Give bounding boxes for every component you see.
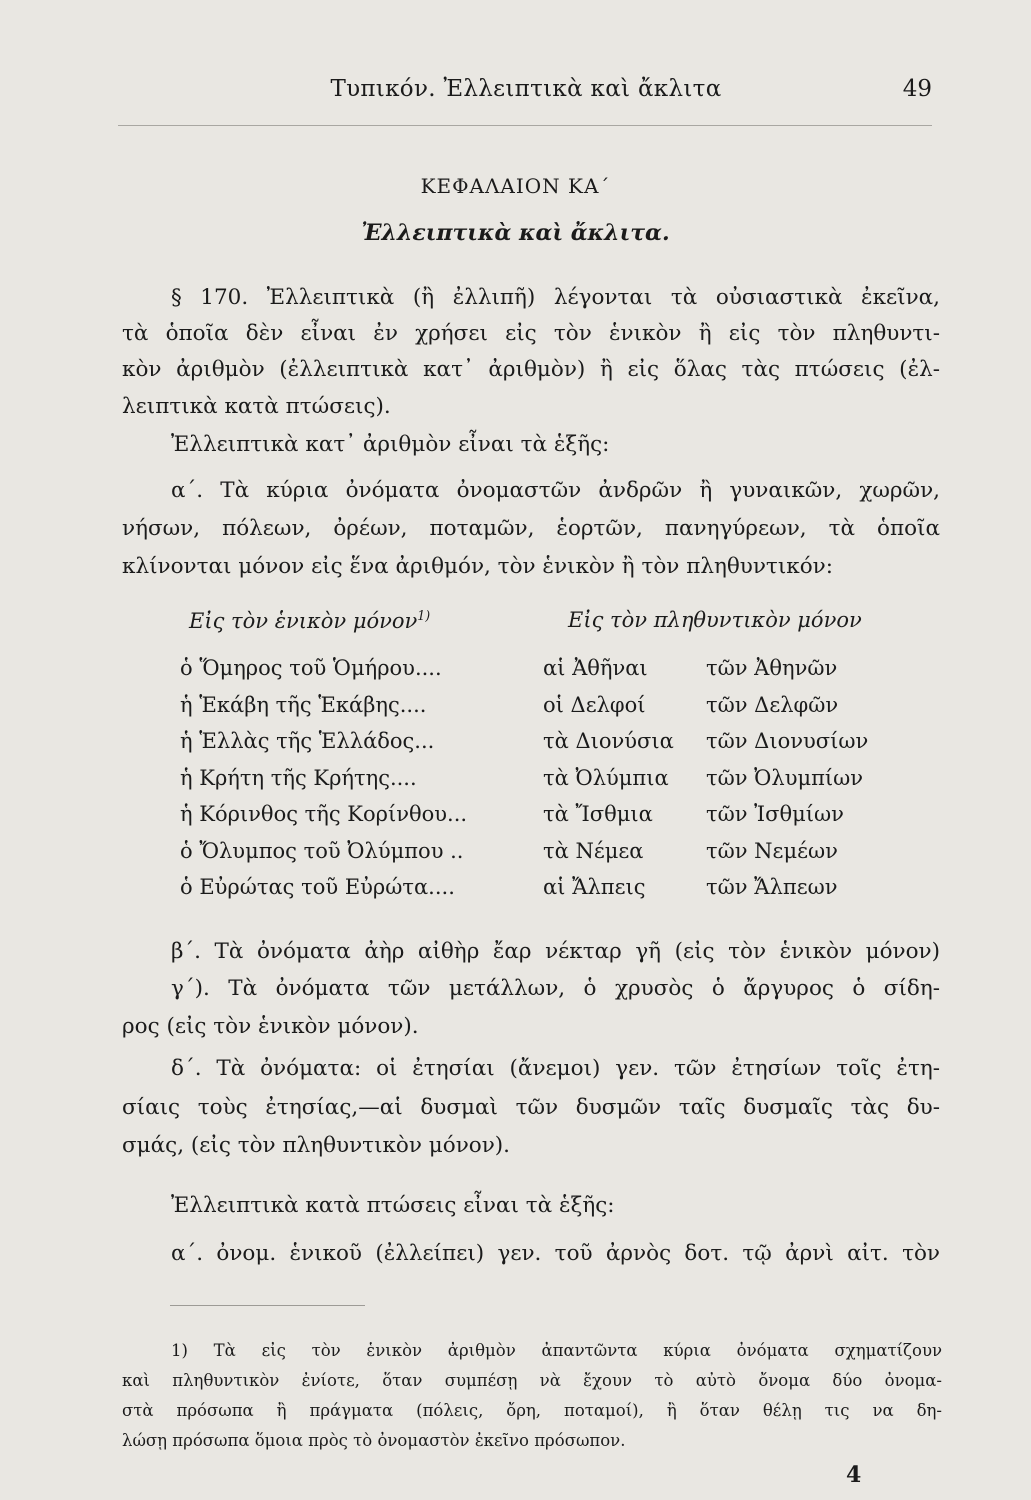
paragraph-line: ρος (εἰς τὸν ἑνικὸν μόνον). [122,1014,419,1039]
singular-form-cell: ἡ Ἑλλὰς τῆς Ἑλλάδος... [180,729,435,753]
singular-form-cell: ὁ Ὅμηρος τοῦ Ὁμήρου.... [180,656,442,680]
plural-genitive-cell: τῶν Ἄλπεων [706,875,838,899]
footnote-reference: 1) [417,608,431,623]
signature-mark: 4 [846,1462,862,1488]
plural-genitive-cell: τῶν Ὀλυμπίων [706,765,864,790]
subsection-heading: Ἐλλειπτικὰ κατὰ πτώσεις εἶναι τὰ ἑξῆς: [171,1193,615,1218]
chapter-heading: ΚΕΦΑΛΑΙΟΝ ΚΑ΄ [420,174,611,198]
singular-header-text: Εἰς τὸν ἑνικὸν μόνον [189,609,418,633]
paragraph-line: γ΄). Τὰ ὀνόματα τῶν μετάλλων, ὁ χρυσὸς ὁ ἄργυρος ὁ σίδη- [171,976,940,1001]
singular-form-cell: ὁ Εὐρώτας τοῦ Εὐρώτα.... [180,875,455,899]
plural-nominative-cell: τὰ Διονύσια [543,729,674,753]
paragraph-line: δ΄. Τὰ ὀνόματα: οἱ ἐτησίαι (ἄνεμοι) γεν. τῶν ἐτησίων τοῖς ἐτη- [171,1056,940,1081]
paragraph-line: β΄. Τὰ ὀνόματα ἀὴρ αἰθὴρ ἔαρ νέκταρ γῆ (εἰς τὸν ἑνικὸν μόνον) [171,939,940,964]
paragraph-line: λειπτικὰ κατὰ πτώσεις). [122,394,391,419]
paragraph-line: νήσων, πόλεων, ὀρέων, ποταμῶν, ἑορτῶν, πανηγύρεων, τὰ ὁποῖα [122,516,940,541]
paragraph-line: τὰ ὁποῖα δὲν εἶναι ἐν χρήσει εἰς τὸν ἑνικὸν ἢ εἰς τὸν πληθυντι- [122,321,940,346]
plural-nominative-cell: τὰ Ἴσθμια [543,802,653,826]
plural-nominative-cell: αἱ Ἄλπεις [543,875,646,899]
plural-genitive-cell: τῶν Νεμέων [706,838,838,863]
subsection-heading: Ἐλλειπτικὰ κατ᾽ ἀριθμὸν εἶναι τὰ ἑξῆς: [171,432,610,457]
plural-nominative-cell: οἱ Δελφοί [543,692,646,717]
plural-genitive-cell: τῶν Ἰσθμίων [706,802,844,826]
singular-form-cell: ἡ Κόρινθος τῆς Κορίνθου... [180,802,468,826]
chapter-subtitle: Ἐλλειπτικὰ καὶ ἄκλιτα. [361,220,670,246]
running-title: Τυπικόν. Ἐλλειπτικὰ καὶ ἄκλιτα [330,76,722,102]
plural-genitive-cell: τῶν Διονυσίων [706,729,869,753]
plural-nominative-cell: αἱ Ἀθῆναι [543,656,648,680]
singular-form-cell: ὁ Ὄλυμπος τοῦ Ὀλύμπου .. [180,838,464,863]
paragraph-line: α΄. Τὰ κύρια ὀνόματα ὀνομαστῶν ἀνδρῶν ἢ γυναικῶν, χωρῶν, [171,478,940,503]
page-header [120,76,932,116]
paragraph-line: σμάς, (εἰς τὸν πληθυντικὸν μόνον). [122,1133,511,1158]
paragraph-line: κλίνονται μόνον εἰς ἕνα ἀριθμόν, τὸν ἑνικὸν ἢ τὸν πληθυντικόν: [122,554,833,579]
plural-genitive-cell: τῶν Δελφῶν [706,692,839,717]
plural-nominative-cell: τὰ Ὀλύμπια [543,765,669,790]
paragraph-line: κὸν ἀριθμὸν (ἐλλειπτικὰ κατ᾽ ἀριθμὸν) ἢ εἰς ὅλας τὰς πτώσεις (ἐλ- [122,357,940,382]
footnote-line: λώσῃ πρόσωπα ὅμοια πρὸς τὸ ὀνομαστὸν ἐκεῖνο πρόσωπον. [122,1431,626,1450]
plural-nominative-cell: τὰ Νέμεα [543,838,644,863]
paragraph-line: α΄. ὀνομ. ἑνικοῦ (ἐλλείπει) γεν. τοῦ ἀρνὸς δοτ. τῷ ἀρνὶ αἰτ. τὸν [171,1241,940,1266]
plural-genitive-cell: τῶν Ἀθηνῶν [706,656,838,680]
page-number: 49 [902,76,932,102]
singular-form-cell: ἡ Κρήτη τῆς Κρήτης.... [180,765,417,790]
paragraph-line: σίαις τοὺς ἐτησίας,—αἱ δυσμαὶ τῶν δυσμῶν ταῖς δυσμαῖς τὰς δυ- [122,1095,940,1120]
footnote-line: στὰ πρόσωπα ἢ πράγματα (πόλεις, ὄρη, ποταμοί), ἢ ὅταν θέλῃ τις να δη- [122,1401,942,1420]
singular-form-cell: ἡ Ἑκάβη τῆς Ἑκάβης.... [180,692,427,717]
header-rule [118,125,932,126]
footnote-line: 1) Τὰ εἰς τὸν ἑνικὸν ἀριθμὸν ἀπαντῶντα κύρια ὀνόματα σχηματίζουν [171,1341,942,1360]
footnote-rule [170,1305,365,1306]
plural-column-header: Εἰς τὸν πληθυντικὸν μόνον [568,608,862,632]
footnote-line: καὶ πληθυντικὸν ἐνίοτε, ὅταν συμπέσῃ νὰ ἔχουν τὸ αὐτὸ ὄνομα δύο ὀνομα- [122,1371,942,1390]
paragraph-line: § 170. Ἐλλειπτικὰ (ἢ ἐλλιπῆ) λέγονται τὰ οὐσιαστικὰ ἐκεῖνα, [171,285,940,310]
singular-column-header [189,610,430,632]
